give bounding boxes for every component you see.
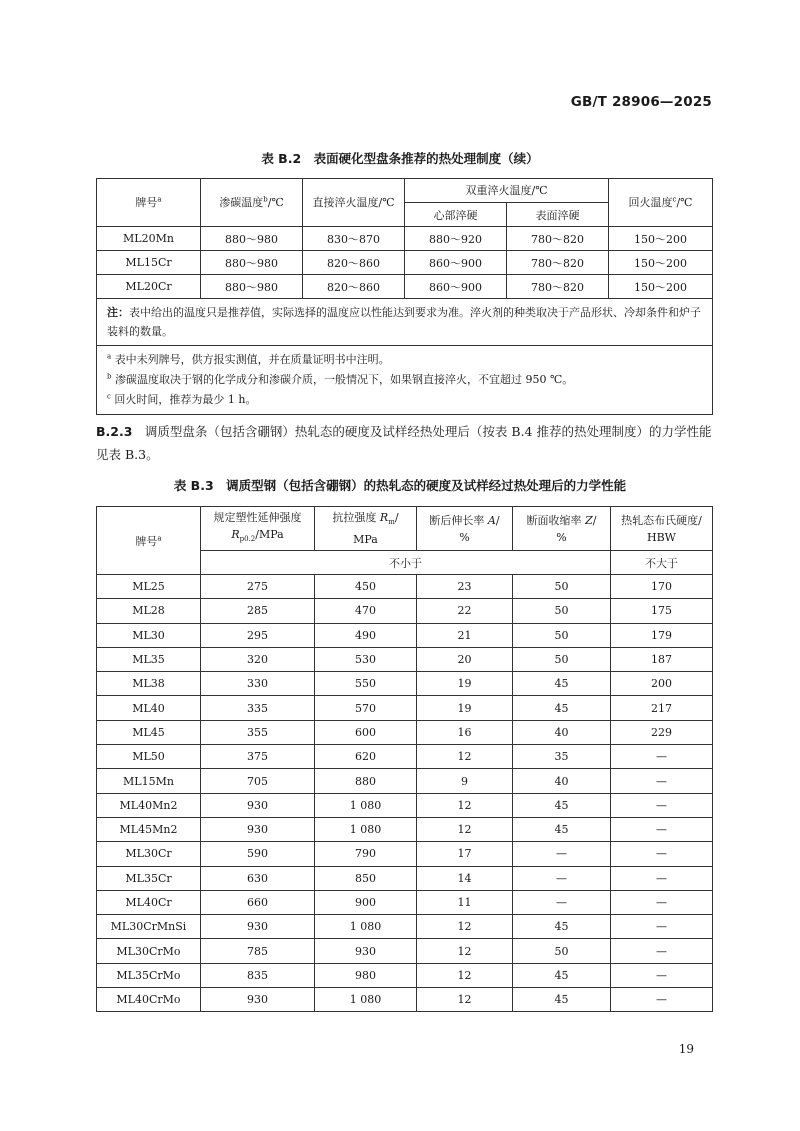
value-cell: 21 — [417, 623, 513, 647]
b2-header-grade: 牌号$^a$ — [97, 179, 201, 227]
grade-cell: ML45 — [97, 720, 201, 744]
value-cell: — — [611, 817, 713, 841]
value-cell: 980 — [315, 963, 417, 987]
table-b3 — [96, 506, 713, 1012]
value-cell: 45 — [513, 963, 611, 987]
value-cell: 1 080 — [315, 817, 417, 841]
grade-cell: ML40 — [97, 696, 201, 720]
table-row — [97, 623, 713, 647]
value-cell: 22 — [417, 599, 513, 623]
b2-header-carburizing: 渗碳温度$^b$/℃ — [201, 179, 303, 227]
value-cell: 12 — [417, 939, 513, 963]
value-cell: 9 — [417, 769, 513, 793]
value-cell: 600 — [315, 720, 417, 744]
grade-cell: ML30CrMnSi — [97, 915, 201, 939]
grade-cell: ML25 — [97, 575, 201, 599]
footnote-c: $^c$ 回火时间，推荐为最少 1 h。 — [107, 392, 257, 406]
value-cell: 330 — [201, 672, 315, 696]
value-cell: 45 — [513, 817, 611, 841]
value-cell: 880～980 — [201, 275, 303, 299]
value-cell: 50 — [513, 939, 611, 963]
grade-cell: ML38 — [97, 672, 201, 696]
value-cell: 45 — [513, 672, 611, 696]
value-cell: 50 — [513, 623, 611, 647]
grade-cell: ML45Mn2 — [97, 817, 201, 841]
value-cell: — — [611, 866, 713, 890]
grade-cell: ML40Cr — [97, 890, 201, 914]
value-cell: 860～900 — [405, 275, 507, 299]
table-row — [97, 720, 713, 744]
footnote-b: $^b$ 渗碳温度取决于钢的化学成分和渗碳介质，一般情况下，如果钢直接淬火，不宜超过 950 ℃。 — [107, 372, 574, 386]
grade-cell: ML40Mn2 — [97, 793, 201, 817]
value-cell: 50 — [513, 599, 611, 623]
grade-cell: ML30Cr — [97, 842, 201, 866]
grade-cell: ML30CrMo — [97, 939, 201, 963]
value-cell: 170 — [611, 575, 713, 599]
value-cell: 45 — [513, 696, 611, 720]
b2-footnotes — [97, 346, 713, 415]
value-cell: — — [513, 890, 611, 914]
value-cell: 17 — [417, 842, 513, 866]
value-cell: 830～870 — [303, 227, 405, 251]
table-row — [97, 769, 713, 793]
value-cell: 35 — [513, 745, 611, 769]
clause-b23: B.2.3 调质型盘条（包括含硼钢）热轧态的硬度及试样经热处理后（按表 B.4 推荐的热处理制度）的力学性能见表 B.3。 — [96, 424, 712, 462]
grade-cell: ML15Cr — [97, 251, 201, 275]
value-cell: 40 — [513, 769, 611, 793]
grade-cell: ML20Mn — [97, 227, 201, 251]
value-cell: 880～920 — [405, 227, 507, 251]
value-cell: 930 — [201, 988, 315, 1012]
value-cell: — — [611, 915, 713, 939]
value-cell: 275 — [201, 575, 315, 599]
value-cell: 50 — [513, 575, 611, 599]
value-cell: 150～200 — [609, 227, 713, 251]
value-cell: 880～980 — [201, 227, 303, 251]
value-cell: 12 — [417, 988, 513, 1012]
value-cell: — — [611, 793, 713, 817]
value-cell: 20 — [417, 647, 513, 671]
value-cell: 45 — [513, 988, 611, 1012]
b2-header-surface: 表面淬硬 — [507, 203, 609, 227]
value-cell: 187 — [611, 647, 713, 671]
grade-cell: ML20Cr — [97, 275, 201, 299]
value-cell: 23 — [417, 575, 513, 599]
table-b2-caption: 表 B.2 表面硬化型盘条推荐的热处理制度（续） — [261, 151, 539, 166]
value-cell: 335 — [201, 696, 315, 720]
b3-header-not-more: 不大于 — [611, 551, 713, 575]
value-cell: — — [611, 769, 713, 793]
value-cell: — — [513, 866, 611, 890]
b3-header-grade: 牌号$^a$ — [97, 507, 201, 575]
value-cell: 490 — [315, 623, 417, 647]
value-cell: 900 — [315, 890, 417, 914]
table-row — [97, 745, 713, 769]
table-row — [97, 866, 713, 890]
value-cell: 12 — [417, 817, 513, 841]
grade-cell: ML35CrMo — [97, 963, 201, 987]
table-row — [97, 963, 713, 987]
grade-cell: ML40CrMo — [97, 988, 201, 1012]
value-cell: — — [611, 939, 713, 963]
b3-header-reduction: 断面收缩率 Z/ % — [513, 507, 611, 551]
grade-cell: ML35 — [97, 647, 201, 671]
value-cell: 19 — [417, 672, 513, 696]
footnote-a: $^a$ 表中未列牌号，供方报实测值，并在质量证明书中注明。 — [107, 352, 390, 366]
value-cell: 285 — [201, 599, 315, 623]
value-cell: 780～820 — [507, 251, 609, 275]
value-cell: 14 — [417, 866, 513, 890]
standard-code: GB/T 28906—2025 — [570, 94, 712, 110]
value-cell: 930 — [201, 793, 315, 817]
table-row — [97, 793, 713, 817]
table-row — [97, 817, 713, 841]
b3-header-yield: 规定塑性延伸强度 $R_{p0.2}$/MPa — [201, 507, 315, 551]
value-cell: 12 — [417, 745, 513, 769]
value-cell: 530 — [315, 647, 417, 671]
value-cell: 320 — [201, 647, 315, 671]
value-cell: 930 — [201, 915, 315, 939]
b3-header-tensile: 抗拉强度 $R_m/$ MPa — [315, 507, 417, 551]
value-cell: 470 — [315, 599, 417, 623]
value-cell: 930 — [201, 817, 315, 841]
value-cell: 150～200 — [609, 251, 713, 275]
b2-header-double-quench: 双重淬火温度/℃ — [405, 179, 609, 203]
grade-cell: ML15Mn — [97, 769, 201, 793]
table-row — [97, 227, 713, 251]
table-row — [97, 890, 713, 914]
table-row — [97, 647, 713, 671]
value-cell: 50 — [513, 647, 611, 671]
value-cell: — — [611, 963, 713, 987]
table-row — [97, 275, 713, 299]
value-cell: 550 — [315, 672, 417, 696]
grade-cell: ML28 — [97, 599, 201, 623]
value-cell: — — [611, 745, 713, 769]
value-cell: 860～900 — [405, 251, 507, 275]
value-cell: 45 — [513, 915, 611, 939]
b3-header-hardness: 热轧态布氏硬度/ HBW — [611, 507, 713, 551]
b3-header-not-less: 不小于 — [201, 551, 611, 575]
value-cell: 1 080 — [315, 915, 417, 939]
value-cell: 45 — [513, 793, 611, 817]
table-row — [97, 672, 713, 696]
value-cell: 200 — [611, 672, 713, 696]
value-cell: 850 — [315, 866, 417, 890]
table-b2 — [96, 178, 713, 415]
value-cell: — — [513, 842, 611, 866]
value-cell: 790 — [315, 842, 417, 866]
value-cell: 12 — [417, 793, 513, 817]
value-cell: 40 — [513, 720, 611, 744]
b2-note: 注：表中给出的温度只是推荐值，实际选择的温度应以性能达到要求为准。淬火剂的种类取决于产品形状、冷却条件和炉子装料的数量。 — [97, 299, 713, 346]
table-row — [97, 842, 713, 866]
value-cell: 355 — [201, 720, 315, 744]
value-cell: 590 — [201, 842, 315, 866]
value-cell: 12 — [417, 915, 513, 939]
value-cell: 880～980 — [201, 251, 303, 275]
value-cell: 930 — [315, 939, 417, 963]
value-cell: 375 — [201, 745, 315, 769]
table-row — [97, 599, 713, 623]
b2-header-direct-quench: 直接淬火温度/℃ — [303, 179, 405, 227]
value-cell: 780～820 — [507, 227, 609, 251]
value-cell: 295 — [201, 623, 315, 647]
value-cell: 785 — [201, 939, 315, 963]
value-cell: 175 — [611, 599, 713, 623]
value-cell: 835 — [201, 963, 315, 987]
value-cell: 150～200 — [609, 275, 713, 299]
value-cell: 12 — [417, 963, 513, 987]
table-row — [97, 696, 713, 720]
table-row — [97, 575, 713, 599]
b3-header-elongation: 断后伸长率 A/ % — [417, 507, 513, 551]
value-cell: 705 — [201, 769, 315, 793]
value-cell: 630 — [201, 866, 315, 890]
value-cell: 570 — [315, 696, 417, 720]
table-row — [97, 251, 713, 275]
value-cell: 1 080 — [315, 988, 417, 1012]
value-cell: 1 080 — [315, 793, 417, 817]
value-cell: — — [611, 890, 713, 914]
value-cell: 179 — [611, 623, 713, 647]
b2-header-core: 心部淬硬 — [405, 203, 507, 227]
table-row — [97, 988, 713, 1012]
value-cell: 780～820 — [507, 275, 609, 299]
value-cell: 16 — [417, 720, 513, 744]
value-cell: 880 — [315, 769, 417, 793]
value-cell: 19 — [417, 696, 513, 720]
table-b3-caption: 表 B.3 调质型钢（包括含硼钢）的热轧态的硬度及试样经过热处理后的力学性能 — [173, 478, 627, 493]
grade-cell: ML35Cr — [97, 866, 201, 890]
value-cell: 11 — [417, 890, 513, 914]
value-cell: 820～860 — [303, 251, 405, 275]
value-cell: — — [611, 988, 713, 1012]
value-cell: 217 — [611, 696, 713, 720]
table-row — [97, 915, 713, 939]
value-cell: 620 — [315, 745, 417, 769]
value-cell: — — [611, 842, 713, 866]
value-cell: 660 — [201, 890, 315, 914]
value-cell: 229 — [611, 720, 713, 744]
value-cell: 820～860 — [303, 275, 405, 299]
value-cell: 450 — [315, 575, 417, 599]
grade-cell: ML50 — [97, 745, 201, 769]
table-row — [97, 939, 713, 963]
b2-header-tempering: 回火温度$^c$/℃ — [609, 179, 713, 227]
page-number: 19 — [678, 1042, 694, 1056]
grade-cell: ML30 — [97, 623, 201, 647]
